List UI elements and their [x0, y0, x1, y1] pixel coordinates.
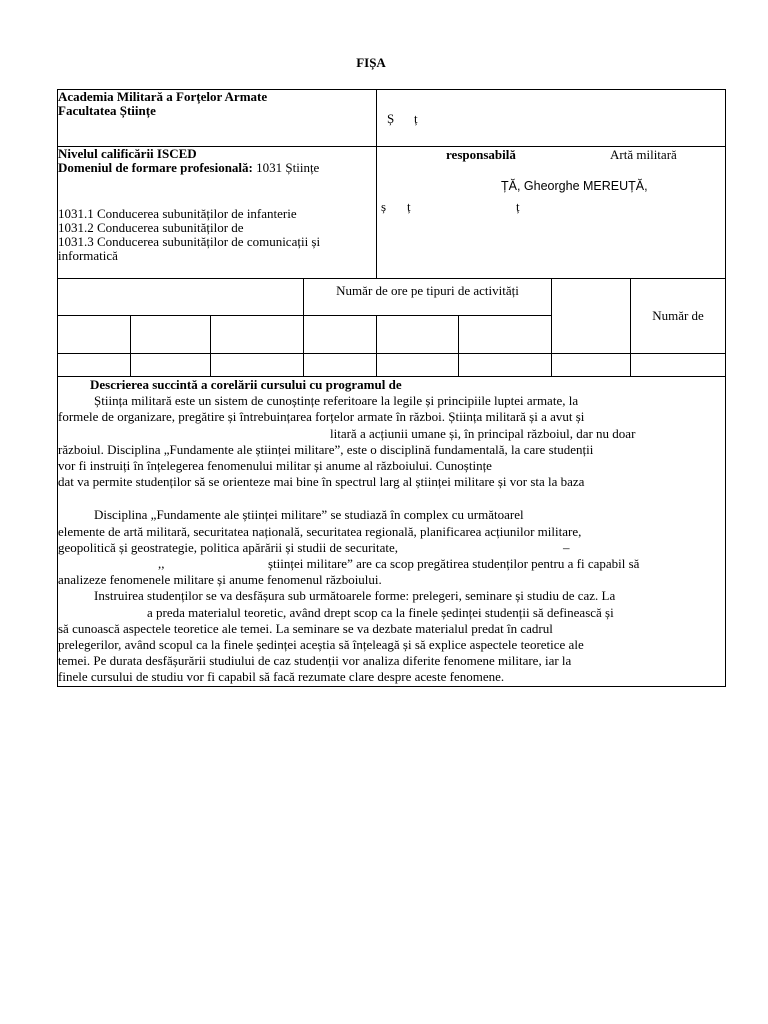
table-cell — [631, 354, 726, 377]
paragraph-line: vor fi instruiți în înțelegerea fenomenului militar și anume al războiului. Cunoștințe — [58, 458, 492, 474]
qualification-row — [58, 147, 726, 279]
paragraph-line: a preda materialul teoretic, având drept scop ca la finele ședinței studenții să definească și — [147, 604, 614, 620]
table-cell — [377, 354, 459, 377]
paragraph-line: dat va permite studenților să se orienteze mai bine în spectrul larg al științei militare și vor sta la baza — [58, 474, 585, 490]
table-cell — [459, 316, 552, 354]
program-item: 1031.3 Conducerea subunităților de comunicații și informatică — [58, 234, 321, 263]
responsible-label: responsabilă — [446, 147, 516, 162]
paragraph-line: prelegerilor, având scopul ca la finele ședinței aceștia să înțeleagă și să explice aspectele teoretice ale — [58, 637, 584, 653]
description-row — [58, 377, 726, 687]
table-cell — [459, 354, 552, 377]
qualification-cell — [58, 147, 377, 279]
fragment-t: ț — [516, 199, 520, 214]
program-item: 1031.2 Conducerea subunităților de — [58, 220, 244, 235]
paragraph-line-fragmented — [58, 556, 725, 572]
paragraph-line: elemente de artă militară, securitatea națională, securitatea regională, planificarea acțiunilor militare, — [58, 523, 582, 539]
institution-name: Academia Militară a Forțelor Armate — [58, 89, 268, 104]
faculty-name: Facultatea Științe — [58, 103, 156, 118]
paragraph-line: Instruirea studenților se va desfășura sub următoarele forme: prelegeri, seminare și studiu de caz. La — [94, 588, 616, 604]
table-cell — [304, 316, 377, 354]
number-header-cell — [631, 279, 726, 354]
table-cell — [131, 316, 211, 354]
description-cell — [58, 377, 726, 687]
training-domain-value: 1031 Științe — [256, 160, 320, 175]
paragraph-line: Disciplina „Fundamente ale științei militare” se studiază în complex cu următoarel — [94, 507, 524, 523]
responsible-person: ȚĂ, Gheorghe MEREUȚĂ, — [501, 179, 648, 193]
paragraph-line: formele de organizare, pregătire și întrebuințarea forțelor armate în război. Știința militară și a avut și — [58, 409, 585, 425]
hours-header-row — [58, 279, 726, 316]
training-domain-label: Domeniul de formare profesională: — [58, 160, 253, 175]
responsible-department: Artă militară — [610, 147, 677, 162]
table-cell — [58, 316, 131, 354]
paragraph-line: temei. Pe durata desfășurării studiului de caz studenții vor analiza diferite fenomene militare, iar la — [58, 653, 572, 669]
institution-row — [58, 90, 726, 147]
isced-level: Nivelul calificării ISCED — [58, 146, 197, 161]
table-cell — [552, 354, 631, 377]
institution-right-cell — [377, 90, 726, 147]
hours-header-cell — [304, 279, 552, 316]
training-domain — [58, 161, 376, 175]
dash-fragment: – — [563, 539, 570, 555]
institution-cell — [58, 90, 377, 147]
table-cell — [211, 354, 304, 377]
hours-values-row — [58, 354, 726, 377]
empty-header-cell — [552, 279, 631, 354]
course-form-table — [57, 89, 726, 687]
description-heading: Descrierea succintă a corelării cursului cu programul de — [90, 377, 402, 392]
fragment-s-comma: Ș — [387, 111, 395, 126]
number-header: Număr de — [652, 308, 704, 323]
table-cell — [58, 354, 131, 377]
fragment-s: ș — [381, 199, 387, 214]
paragraph-line: finele cursului de studiu vor fi capabil să facă rezumate clare despre aceste fenomene. — [58, 669, 505, 685]
program-item: 1031.1 Conducerea subunităților de infanterie — [58, 206, 297, 221]
paragraph-line-fragmented — [58, 540, 725, 556]
table-cell — [377, 316, 459, 354]
table-cell — [211, 316, 304, 354]
table-cell — [304, 354, 377, 377]
hours-by-activity-header: Număr de ore pe tipuri de activități — [336, 283, 519, 298]
table-cell — [131, 354, 211, 377]
paragraph-fragment: științei militare” are ca scop pregătirea studenților pentru a fi capabil să — [268, 556, 640, 572]
fragment-t-comma: ț — [414, 111, 418, 126]
paragraph-line: să cunoască aspectele teoretice ale temei. La seminare se va dezbate materialul predat în cadrul — [58, 620, 553, 636]
paragraph-line: litară a acțiunii umane și, în principal războiul, dar nu doar — [330, 425, 636, 441]
paragraph-line: războiul. Disciplina „Fundamente ale științei militare”, este o disciplină fundamentală, la care studenții — [58, 441, 594, 457]
paragraph-line: Știința militară este un sistem de cunoștințe referitoare la legile și principiile luptei armate, la — [94, 393, 579, 409]
paragraph-fragment: geopolitică și geostrategie, politica apărării și studii de securitate, — [58, 539, 399, 555]
quote-fragment: ,, — [158, 556, 165, 572]
empty-header-cell — [58, 279, 304, 316]
document-title: FIȘA — [356, 55, 386, 70]
paragraph-line: analizeze fenomenele militare și anume fenomenul războiului. — [58, 572, 382, 588]
fragment-t: ț — [407, 199, 411, 214]
responsible-cell — [377, 147, 726, 279]
